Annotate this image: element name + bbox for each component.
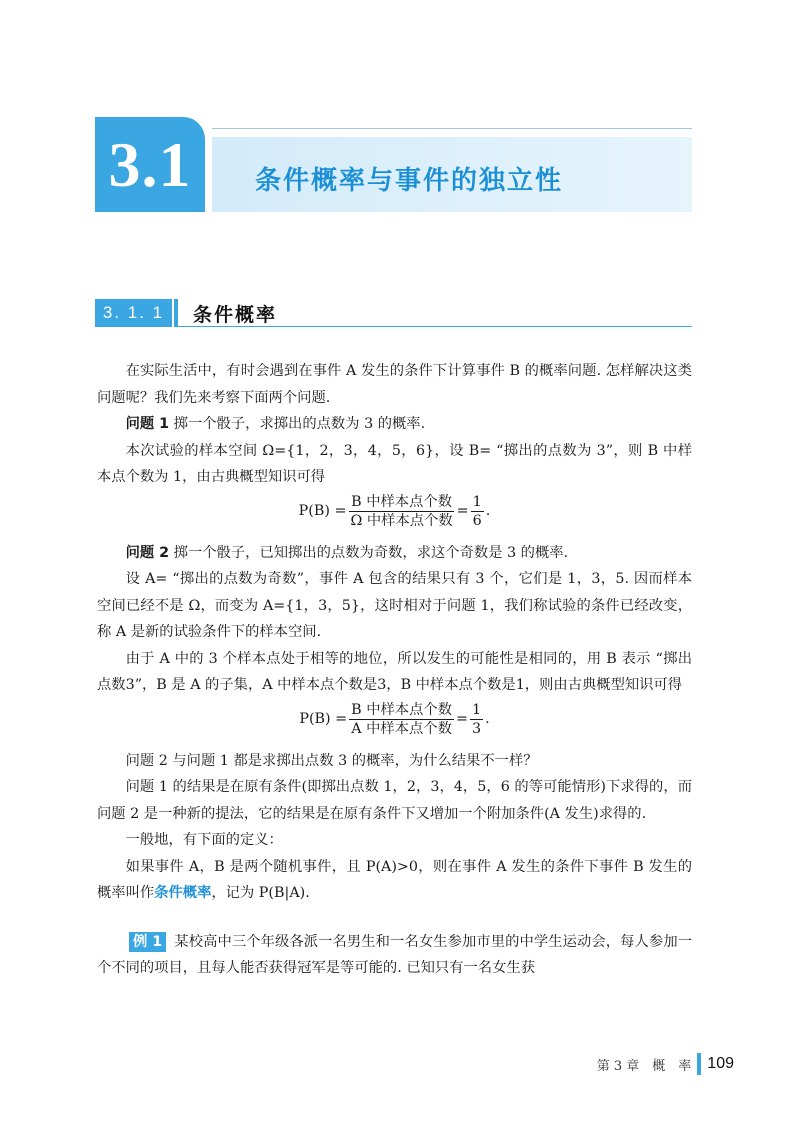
formula-2-fraction xyxy=(349,701,454,738)
page-number: 109 xyxy=(707,1055,734,1072)
example-1 xyxy=(97,929,692,982)
formula-1-denominator: Ω 中样本点个数 xyxy=(350,512,453,529)
section-number: 3.1 xyxy=(108,128,192,200)
problem-2 xyxy=(97,540,692,567)
problem-2-label: 问题 2 xyxy=(125,544,170,561)
subsection-rule xyxy=(178,326,692,327)
example-badge-label: 例 xyxy=(133,933,148,950)
section-title: 条件概率与事件的独立性 xyxy=(255,166,564,196)
formula-1-lhs: P(B) = xyxy=(298,502,347,519)
formula-1-numerator: B 中样本点个数 xyxy=(351,493,452,510)
formula-1-result xyxy=(471,493,484,530)
subsection-number-box xyxy=(95,299,172,327)
footer-bar xyxy=(697,1053,701,1075)
formula-1-result-num: 1 xyxy=(472,493,482,510)
definition-term: 条件概率 xyxy=(154,885,212,901)
problem-1-text: 掷一个骰子，求掷出的点数为 3 的概率. xyxy=(169,416,426,432)
paragraph-question: 问题 2 与问题 1 都是求掷出点数 3 的概率，为什么结果不一样？ xyxy=(125,752,538,769)
paragraph-equal-likelihood: 由于 A 中的 3 个样本点处于相等的地位，所以发生的可能性是相同的，用 B 表示 “掷出点数3”，B 是 A 的子集，A 中样本点个数是3，B 中样本点个数是1，则由古典概型知识可得 xyxy=(97,650,692,693)
problem-2-text: 掷一个骰子，已知掷出的点数为奇数，求这个奇数是 3 的概率. xyxy=(169,544,569,561)
paragraph-definition xyxy=(97,854,692,907)
section-number-box xyxy=(95,117,205,212)
formula-2-numerator: B 中样本点个数 xyxy=(351,701,452,718)
formula-2-lhs: P(B) = xyxy=(299,710,348,727)
main-content xyxy=(97,358,692,982)
subsection-title: 条件概率 xyxy=(193,304,278,326)
formula-2-period: . xyxy=(485,710,490,727)
problem-1 xyxy=(97,411,692,438)
formula-1-equals: = xyxy=(456,502,469,519)
example-text: 某校高中三个年级各派一名男生和一名女生参加市里的中学生运动会，每人参加一个不同的项目，且每人能否获得冠军是等可能的. 已知只有一名女生获 xyxy=(97,933,692,976)
footer-chapter: 第 3 章 概 率 xyxy=(596,1058,692,1074)
paragraph-sample-space: 本次试验的样本空间 Ω={1，2，3，4，5，6}，设 B= “掷出的点数为 3”，则 B 中样本点个数为 1，由古典概型知识可得 xyxy=(97,442,692,485)
definition-text-a: 如果事件 A，B 是两个随机事件，且 P(A)>0，则在事件 A 发生的条件下事件 B 发生的概率叫作 xyxy=(97,858,692,901)
page-footer xyxy=(597,1053,734,1075)
formula-2-result-num: 1 xyxy=(471,701,482,718)
formula-1-period: . xyxy=(485,502,491,519)
paragraph-new-sample-space: 设 A= “掷出的点数为奇数”，事件 A 包含的结果只有 3 个，它们是 1，3，5. 因而样本空间已经不是 Ω，而变为 A={1，3，5}，这时相对于问题 1，我们称试验的条件已经改变，称 A 是新的试验条件下的样本空间. xyxy=(97,571,692,640)
definition-text-b: ，记为 P(B|A). xyxy=(211,885,310,901)
example-badge xyxy=(129,932,166,952)
formula-1 xyxy=(97,493,692,530)
formula-2-equals: = xyxy=(456,710,468,727)
formula-2-denominator: A 中样本点个数 xyxy=(351,720,452,737)
problem-1-label: 问题 1 xyxy=(125,416,170,432)
subsection-bar xyxy=(174,299,178,327)
paragraph-general: 一般地，有下面的定义： xyxy=(125,832,283,848)
formula-1-result-den: 6 xyxy=(472,512,482,529)
paragraph-explanation: 问题 1 的结果是在原有条件(即掷出点数 1，2，3，4，5，6 的等可能情形)下求得的，而问题 2 是一种新的提法，它的结果是在原有条件下又增加一个附加条件(A 发生)求得的. xyxy=(97,779,692,822)
formula-1-fraction xyxy=(348,493,454,530)
example-badge-number: 1 xyxy=(152,933,163,950)
formula-2-result-den: 3 xyxy=(471,720,482,737)
paragraph-intro: 在实际生活中，有时会遇到在事件 A 发生的条件下计算事件 B 的概率问题. 怎样解决这类问题呢？我们先来考察下面两个问题. xyxy=(97,363,692,406)
formula-2 xyxy=(97,701,692,738)
formula-2-result xyxy=(470,701,483,738)
subsection-number: 3. 1. 1 xyxy=(102,303,165,322)
example-1-paragraph xyxy=(97,929,692,982)
